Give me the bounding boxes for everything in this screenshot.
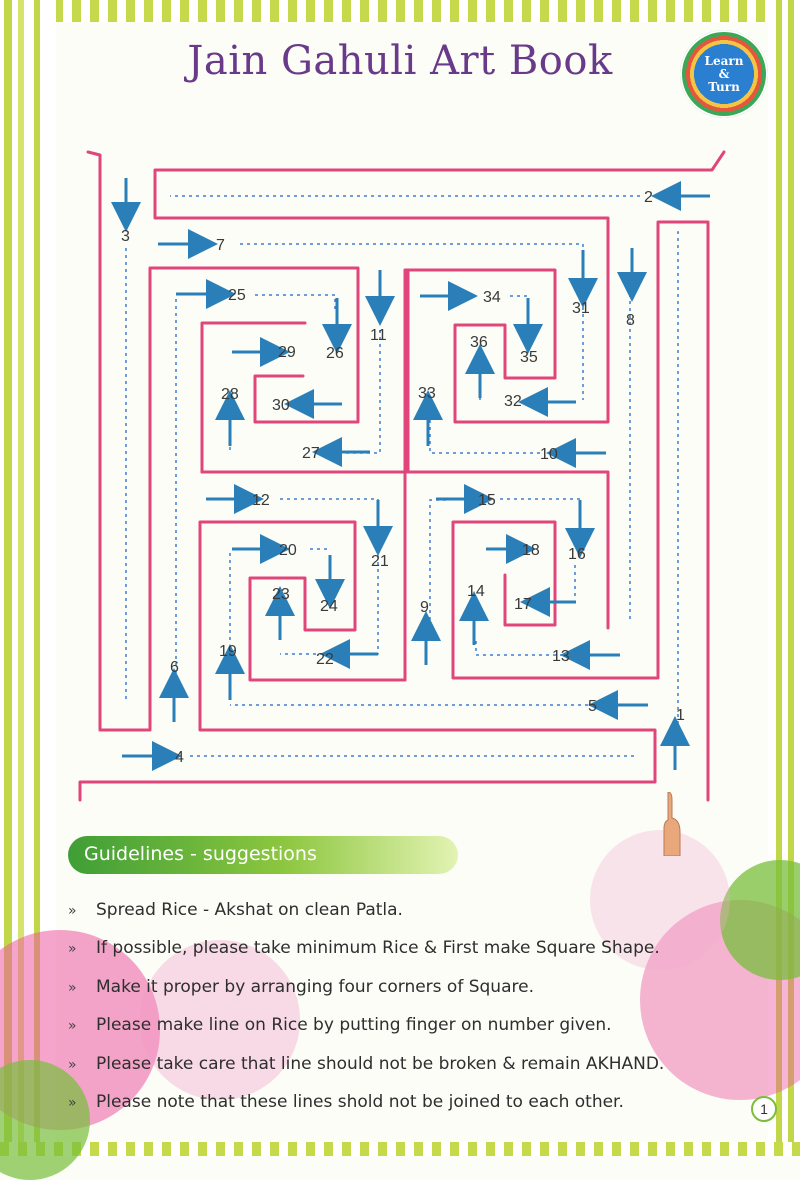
step-number-6: 6 bbox=[170, 659, 179, 676]
logo-line-1: Learn bbox=[704, 54, 744, 68]
logo-line-3: Turn bbox=[708, 80, 740, 94]
guidelines-title: Guidelines - suggestions bbox=[84, 843, 317, 865]
step-number-26: 26 bbox=[326, 345, 344, 362]
step-number-35: 35 bbox=[520, 349, 538, 366]
step-number-19: 19 bbox=[219, 643, 237, 660]
step-number-4: 4 bbox=[175, 749, 184, 766]
guideline-item bbox=[68, 1015, 664, 1053]
guideline-text: If possible, please take minimum Rice & First make Square Shape. bbox=[96, 938, 660, 959]
step-number-31: 31 bbox=[572, 300, 590, 317]
guideline-text: Spread Rice - Akshat on clean Patla. bbox=[96, 900, 403, 920]
page-title: Jain Gahuli Art Book bbox=[187, 38, 613, 84]
step-number-12: 12 bbox=[252, 492, 270, 509]
step-number-21: 21 bbox=[371, 553, 389, 570]
step-number-5: 5 bbox=[588, 698, 597, 715]
bullet-chevron-icon: » bbox=[68, 1018, 77, 1035]
guideline-item bbox=[68, 1054, 664, 1092]
step-number-2: 2 bbox=[644, 189, 653, 206]
step-number-27: 27 bbox=[302, 445, 320, 462]
guideline-item bbox=[68, 977, 664, 1015]
step-number-29: 29 bbox=[278, 344, 296, 361]
step-number-20: 20 bbox=[279, 542, 297, 559]
step-number-13: 13 bbox=[552, 648, 570, 665]
logo-line-2: & bbox=[718, 67, 730, 81]
pointing-finger-icon bbox=[662, 792, 682, 856]
guidelines-list bbox=[68, 900, 664, 1130]
step-number-10: 10 bbox=[540, 446, 558, 463]
bullet-chevron-icon: » bbox=[68, 1056, 77, 1073]
step-number-3: 3 bbox=[121, 228, 130, 245]
page-number: 1 bbox=[751, 1096, 777, 1122]
step-number-23: 23 bbox=[272, 586, 290, 603]
step-number-36: 36 bbox=[470, 334, 488, 351]
step-number-25: 25 bbox=[228, 287, 246, 304]
guideline-text: Make it proper by arranging four corners of Square. bbox=[96, 976, 534, 997]
guideline-item bbox=[68, 1092, 664, 1130]
guideline-text: Please make line on Rice by putting finger on number given. bbox=[96, 1015, 612, 1036]
step-number-33: 33 bbox=[418, 385, 436, 402]
bullet-chevron-icon: » bbox=[68, 903, 77, 919]
step-number-22: 22 bbox=[316, 651, 334, 668]
bullet-chevron-icon: » bbox=[68, 979, 77, 996]
bullet-chevron-icon: » bbox=[68, 1094, 77, 1111]
bullet-chevron-icon: » bbox=[68, 941, 77, 958]
guideline-item bbox=[68, 900, 664, 938]
step-number-9: 9 bbox=[420, 599, 429, 616]
step-number-32: 32 bbox=[504, 393, 522, 410]
step-number-28: 28 bbox=[221, 386, 239, 403]
step-number-11: 11 bbox=[370, 327, 387, 344]
step-number-1: 1 bbox=[676, 707, 685, 724]
step-number-24: 24 bbox=[320, 598, 338, 615]
step-number-30: 30 bbox=[272, 397, 290, 414]
guideline-text: Please note that these lines shold not be joined to each other. bbox=[96, 1091, 624, 1112]
step-number-8: 8 bbox=[626, 312, 635, 329]
guideline-text: Please take care that line should not be broken & remain AKHAND. bbox=[96, 1053, 665, 1074]
step-number-14: 14 bbox=[467, 583, 485, 600]
step-number-18: 18 bbox=[522, 542, 540, 559]
step-number-34: 34 bbox=[483, 289, 501, 306]
guideline-item bbox=[68, 938, 664, 976]
step-number-15: 15 bbox=[478, 492, 496, 509]
step-number-7: 7 bbox=[216, 237, 225, 254]
step-number-16: 16 bbox=[568, 546, 586, 563]
step-number-17: 17 bbox=[514, 596, 532, 613]
